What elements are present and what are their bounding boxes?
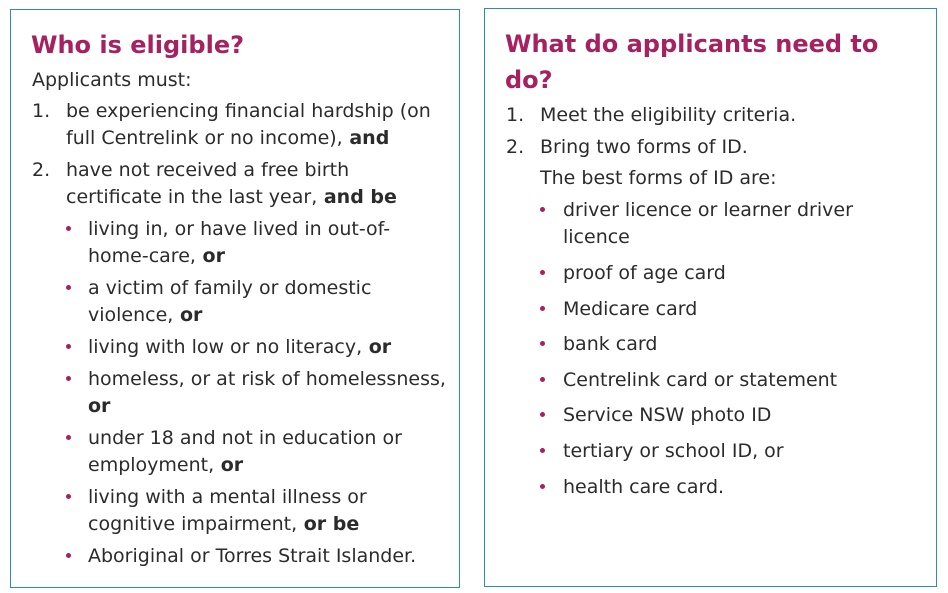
conjunction-bold: or xyxy=(88,395,111,417)
conjunction-bold: and xyxy=(342,127,390,149)
id-form-item: Medicare card xyxy=(563,298,698,320)
numbered-item-text-part: certificate in the last year, xyxy=(66,186,318,208)
applicants-intro: Applicants must: xyxy=(32,69,192,91)
list-number: 1. xyxy=(506,104,525,126)
requirements-panel xyxy=(484,8,937,587)
bullet-dot-icon xyxy=(66,553,71,558)
bullet-dot-icon xyxy=(66,435,71,440)
bullet-dot-icon xyxy=(540,484,545,489)
eligibility-panel xyxy=(10,9,460,588)
id-form-item: proof of age card xyxy=(563,262,726,284)
bullet-dot-icon xyxy=(540,341,545,346)
bullet-item-text: living in, or have lived in out-of- xyxy=(88,218,391,240)
list-number: 1. xyxy=(32,100,51,122)
bullet-item-text-part: cognitive impairment, xyxy=(88,513,298,535)
id-form-item: health care card. xyxy=(563,476,725,498)
id-forms-intro: The best forms of ID are: xyxy=(540,167,777,189)
bullet-item-text xyxy=(88,511,359,538)
id-form-item: driver licence or learner driver xyxy=(563,199,853,221)
list-number: 2. xyxy=(506,136,525,158)
bullet-item-text: living with a mental illness or xyxy=(88,486,367,508)
requirements-heading xyxy=(505,26,905,98)
id-form-item: Service NSW photo ID xyxy=(563,404,772,426)
bullet-item-text: Aboriginal or Torres Strait Islander. xyxy=(88,545,417,567)
bullet-item-text xyxy=(88,243,225,270)
bullet-item-text: under 18 and not in education or xyxy=(88,427,402,449)
numbered-item-text-part: full Centrelink or no income), xyxy=(66,127,343,149)
numbered-item-text: Meet the eligibility criteria. xyxy=(540,104,797,126)
bullet-item-text xyxy=(88,452,243,479)
bullet-item-text xyxy=(88,302,202,329)
numbered-item-text: be experiencing financial hardship (on xyxy=(66,100,431,122)
bullet-dot-icon xyxy=(66,376,71,381)
bullet-item-text: a victim of family or domestic xyxy=(88,277,372,299)
bullet-dot-icon xyxy=(540,306,545,311)
conjunction-bold: and be xyxy=(317,186,397,208)
bullet-item-text: homeless, or at risk of homelessness, xyxy=(88,368,446,390)
bullet-dot-icon xyxy=(66,494,71,499)
numbered-item-text xyxy=(66,125,389,152)
bullet-dot-icon xyxy=(540,270,545,275)
bullet-item-text-part: violence, xyxy=(88,304,174,326)
conjunction-bold: or xyxy=(362,336,392,358)
bullet-dot-icon xyxy=(540,207,545,212)
list-number: 2. xyxy=(32,159,51,181)
numbered-item-text xyxy=(66,184,397,211)
id-form-item: bank card xyxy=(563,333,658,355)
bullet-dot-icon xyxy=(540,448,545,453)
eligibility-heading: Who is eligible? xyxy=(31,31,245,59)
conjunction-bold: or xyxy=(173,304,203,326)
bullet-item-text-part: home-care, xyxy=(88,245,196,267)
id-form-item: licence xyxy=(563,226,630,248)
numbered-item-text: Bring two forms of ID. xyxy=(540,136,748,158)
numbered-item-text: have not received a free birth xyxy=(66,159,350,181)
bullet-item-text xyxy=(88,334,391,361)
bullet-dot-icon xyxy=(66,285,71,290)
bullet-dot-icon xyxy=(540,377,545,382)
bullet-item-text-part: living with low or no literacy, xyxy=(88,336,363,358)
conjunction-bold: or be xyxy=(297,513,360,535)
bullet-dot-icon xyxy=(540,412,545,417)
bullet-item-text xyxy=(88,393,110,420)
conjunction-bold: or xyxy=(214,454,244,476)
requirements-heading-line2: do? xyxy=(505,66,553,94)
bullet-item-text-part: employment, xyxy=(88,454,215,476)
bullet-dot-icon xyxy=(66,226,71,231)
id-form-item: Centrelink card or statement xyxy=(563,369,838,391)
bullet-dot-icon xyxy=(66,344,71,349)
id-form-item: tertiary or school ID, or xyxy=(563,440,784,462)
conjunction-bold: or xyxy=(195,245,225,267)
requirements-heading-line1: What do applicants need to xyxy=(505,30,879,58)
